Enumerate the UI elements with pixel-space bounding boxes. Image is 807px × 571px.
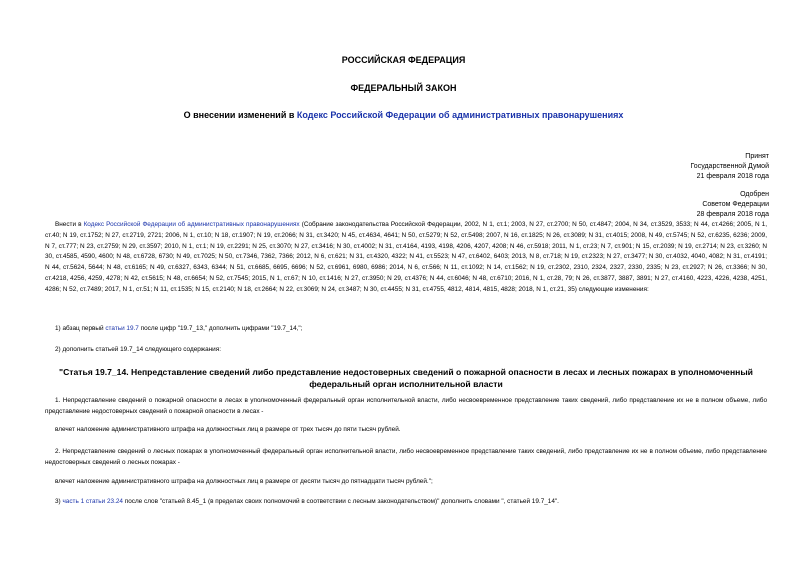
part-2: 2. Непредставление сведений о лесных пожарах в уполномоченный федеральный орган исполнительной власти, либо несвоевременное представление таких сведений, либо представление их не в полном объеме, либо представление недостоверных сведений о лесных пожарах - bbox=[45, 448, 767, 466]
main-paragraph-text: (Собрание законодательства Российской Федерации, 2002, N 1, ст.1; 2003, N 27, ст.2700; N 50, ст.4847; 2004, N 34, ст.3529, 3533; N 44, ст.4266; 2005, N 1, ст.40; N 19, ст.1752; N 27, ст.2719, 2721; 2006, N 1, ст.10; N 18, ст.1907; N 19, ст.2066; N 31, ст.3420; N 45, ст.4634, 4641; N 50, ст.5279; N 52, ст.5498; 2007, N 16, ст.1825; N 26, ст.3089; N 31, ст.4015; 2008, N 49, ст.5745; N 52, ст.6235, 6236; 2009, N 7, ст.777; N 23, ст.2759; N 29, ст.3597; 2010, N 1, ст.1; N 19, ст.2291; N 25, ст.3070; N 27, ст.3416; N 30, ст.4002; N 31, ст.4164, 4193, 4198, 4206, 4207, 4208; N 46, ст.5918; 2011, N 1, ст.23; N 7, ст.901; N 15, ст.2039; N 19, ст.2714; N 23, ст.3260; N 30, ст.4585, 4590, 4600; N 48, ст.6728, 6730; N 49, ст.7025; N 50, ст.7346, 7362, 7366; 2012, N 6, ст.621; N 31, ст.4320, 4322; N 41, ст.5523; N 47, ст.6402, 6403; 2013, N 8, ст.718; N 19, ст.2323; N 27, ст.3477; N 30, ст.4032, 4040, 4082; N 31, ст.4191; N 44, ст.5624, 5644; N 48, ст.6165; N 49, ст.6327, 6343, 6344; N 51, ст.6685, 6695, 6696; N 52, ст.6961, 6980, 6986; 2014, N 6, ст.566; N 11, ст.1092; N 14, ст.1562; N 19, ст.2302, 2310, 2324, 2327, 2330, 2335; N 23, ст.2927; N 26, ст.3366; N 30, ст.4218, 4256, 4259, 4278; N 42, ст.5615; N 48, ст.6654; N 52, ст.7545; 2015, N 1, ст.67; N 10, ст.1416; N 27, ст.3950; N 29, ст.4376; N 44, ст.6046; N 48, ст.6710; 2016, N 1, ст.28, 79; N 26, ст.3877, 3887, 3891; N 27, ст.4160, 4223, 4226, 4238, 4251, 4286; N 52, ст.7489; 2017, N 1, ст.51; N 11, ст.1535; N 15, ст.2140; N 18, ст.2664; N 22, ст.3069; N 24, ст.3487; N 30, ст.4455; N 31, ст.4755, 4812, 4814, 4815, 4828; 2018, N 1, ст.21, 35) следующие изменения: bbox=[45, 221, 767, 293]
law-title-prefix: О внесении изменений в bbox=[183, 110, 297, 120]
item-1 bbox=[45, 324, 767, 335]
article-19-7-link[interactable]: статьи 19.7 bbox=[105, 325, 139, 332]
law-type-heading: ФЕДЕРАЛЬНЫЙ ЗАКОН bbox=[350, 83, 457, 93]
country-heading: РОССИЙСКАЯ ФЕДЕРАЦИЯ bbox=[341, 55, 466, 65]
item-1-text: после цифр "19.7_13," дополнить цифрами "19.7_14,"; bbox=[138, 325, 303, 332]
accepted-line-2: Государственной Думой bbox=[690, 163, 769, 170]
main-paragraph-prefix: Внести в bbox=[55, 221, 84, 228]
item-1-prefix: 1) абзац первый bbox=[55, 325, 106, 332]
item-2: 2) дополнить статьей 19.7_14 следующего содержания: bbox=[55, 346, 221, 353]
approved-block bbox=[697, 190, 769, 220]
article-23-24-link[interactable]: часть 1 статьи 23.24 bbox=[62, 498, 123, 505]
accepted-block bbox=[690, 152, 769, 182]
part-2-penalty: влечет наложение административного штрафа на должностных лиц в размере от десяти тысяч до пятнадцати тысяч рублей."; bbox=[55, 478, 433, 485]
part-1-penalty: влечет наложение административного штрафа на должностных лиц в размере от трех тысяч до пяти тысяч рублей. bbox=[55, 426, 401, 433]
article-title: "Статья 19.7_14. Непредставление сведений либо представление недостоверных сведений о пожарной опасности в лесах и лесных пожарах в уполномоченный федеральный орган исполнительной власти bbox=[59, 367, 753, 389]
item-3-text: после слов "статьей 8.45_1 (в пределах своих полномочий в соответствии с лесным законодательством)" дополнить словами ", статьей 19.7_14". bbox=[122, 498, 559, 505]
item-3-prefix: 3) bbox=[55, 498, 63, 505]
approved-line-2: Советом Федерации bbox=[702, 201, 769, 208]
accepted-line-1: Принят bbox=[745, 153, 769, 160]
part-1: 1. Непредставление сведений о пожарной опасности в лесах в уполномоченный федеральный орган исполнительной власти, либо несвоевременное представление таких сведений, либо представление их не в полном объеме, либо представление недостоверных сведений о пожарной опасности в лесах - bbox=[45, 397, 767, 415]
main-paragraph bbox=[45, 220, 767, 296]
item-3 bbox=[45, 497, 767, 508]
code-link[interactable]: Кодекс Российской Федерации об административных правонарушениях bbox=[296, 110, 624, 120]
approved-date: 28 февраля 2018 года bbox=[696, 211, 769, 218]
law-title bbox=[0, 110, 807, 120]
main-paragraph-code-link[interactable]: Кодекс Российской Федерации об административных правонарушениях bbox=[83, 221, 300, 228]
approved-line-1: Одобрен bbox=[740, 191, 769, 198]
accepted-date: 21 февраля 2018 года bbox=[696, 173, 769, 180]
